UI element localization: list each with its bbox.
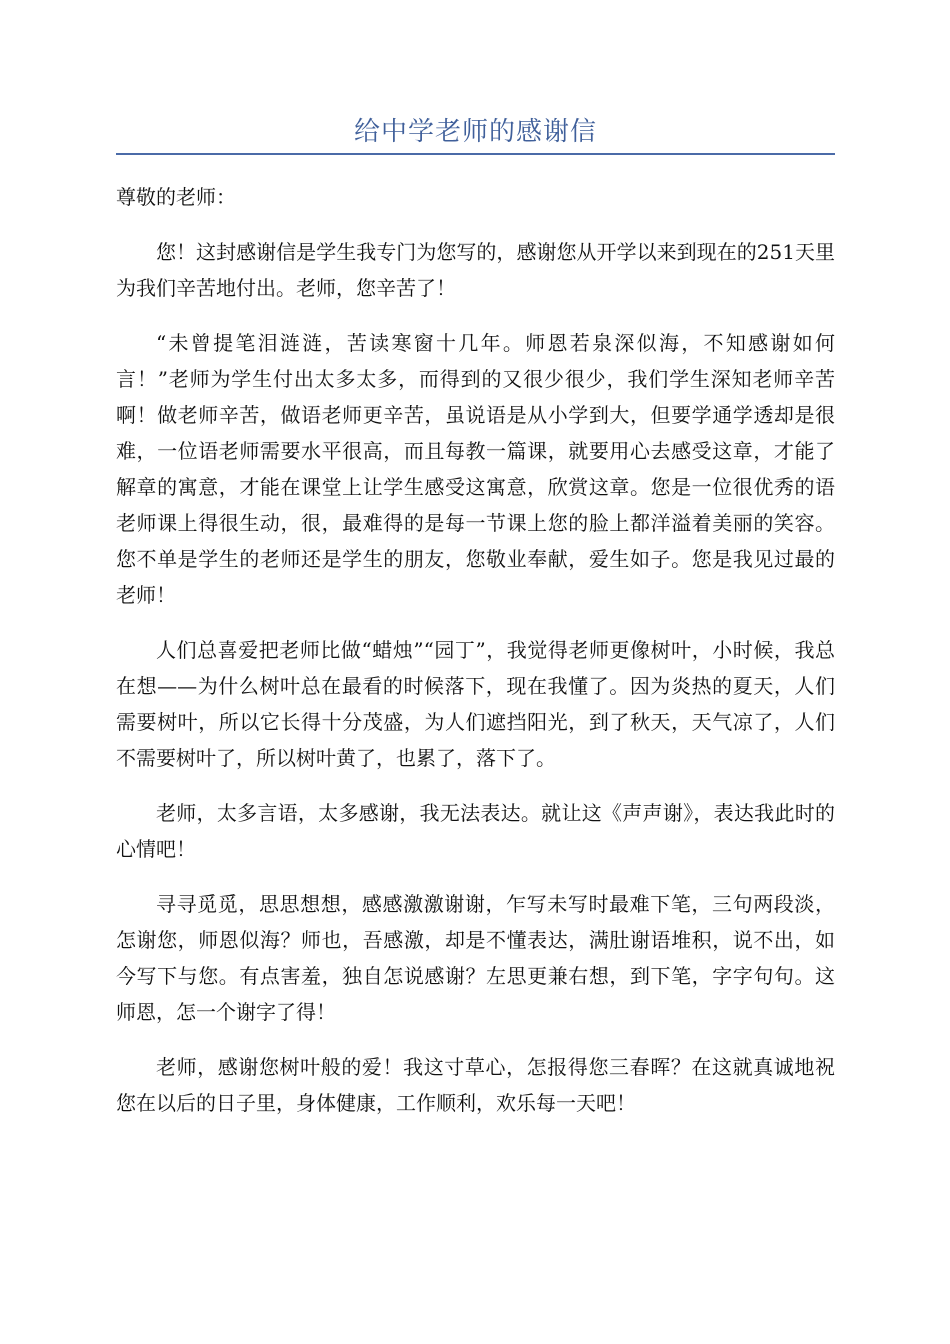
paragraph: 寻寻觅觅，思思想想，感感激激谢谢，乍写未写时最难下笔，三句两段淡，怎谢您，师恩似海？师也，吾感激，却是不懂表达，满肚谢语堆积，说不出，如今写下与您。有点害羞，独自怎说感谢？左思更兼右想，到下笔，字字句句。这师恩，怎一个谢字了得！: [116, 892, 835, 1024]
paragraph: 人们总喜爱把老师比做“蜡烛”“园丁”，我觉得老师更像树叶，小时候，我总在想——为什么树叶总在最看的时候落下，现在我懂了。因为炎热的夏天，人们需要树叶，所以它长得十分茂盛，为人们遮挡阳光，到了秋天，天气凉了，人们不需要树叶了，所以树叶黄了，也累了，落下了。: [116, 638, 835, 770]
title-underline: [116, 153, 835, 155]
document-title: 给中学老师的感谢信: [353, 117, 597, 147]
salutation: 尊敬的老师：: [116, 185, 236, 209]
paragraph: 您！这封感谢信是学生我专门为您写的，感谢您从开学以来到现在的251天里为我们辛苦地付出。老师，您辛苦了！: [116, 240, 835, 300]
letter-body: [116, 179, 835, 1140]
paragraph: “未曾提笔泪涟涟，苦读寒窗十几年。师恩若泉深似海，不知感谢如何言！”老师为学生付出太多太多，而得到的又很少很少，我们学生深知老师辛苦啊！做老师辛苦，做语老师更辛苦，虽说语是从小学到大，但要学通学透却是很难，一位语老师需要水平很高，而且每教一篇课，就要用心去感受这章，才能了解章的寓意，才能在课堂上让学生感受这寓意，欣赏这章。您是一位很优秀的语老师课上得很生动，很，最难得的是每一节课上您的脸上都洋溢着美丽的笑容。您不单是学生的老师还是学生的朋友，您敬业奉献，爱生如子。您是我见过最的老师！: [116, 331, 835, 607]
paragraph: 老师，太多言语，太多感谢，我无法表达。就让这《声声谢》，表达我此时的心情吧！: [116, 801, 835, 861]
paragraph: 老师，感谢您树叶般的爱！我这寸草心，怎报得您三春晖？在这就真诚地祝您在以后的日子里，身体健康，工作顺利，欢乐每一天吧！: [116, 1055, 835, 1115]
